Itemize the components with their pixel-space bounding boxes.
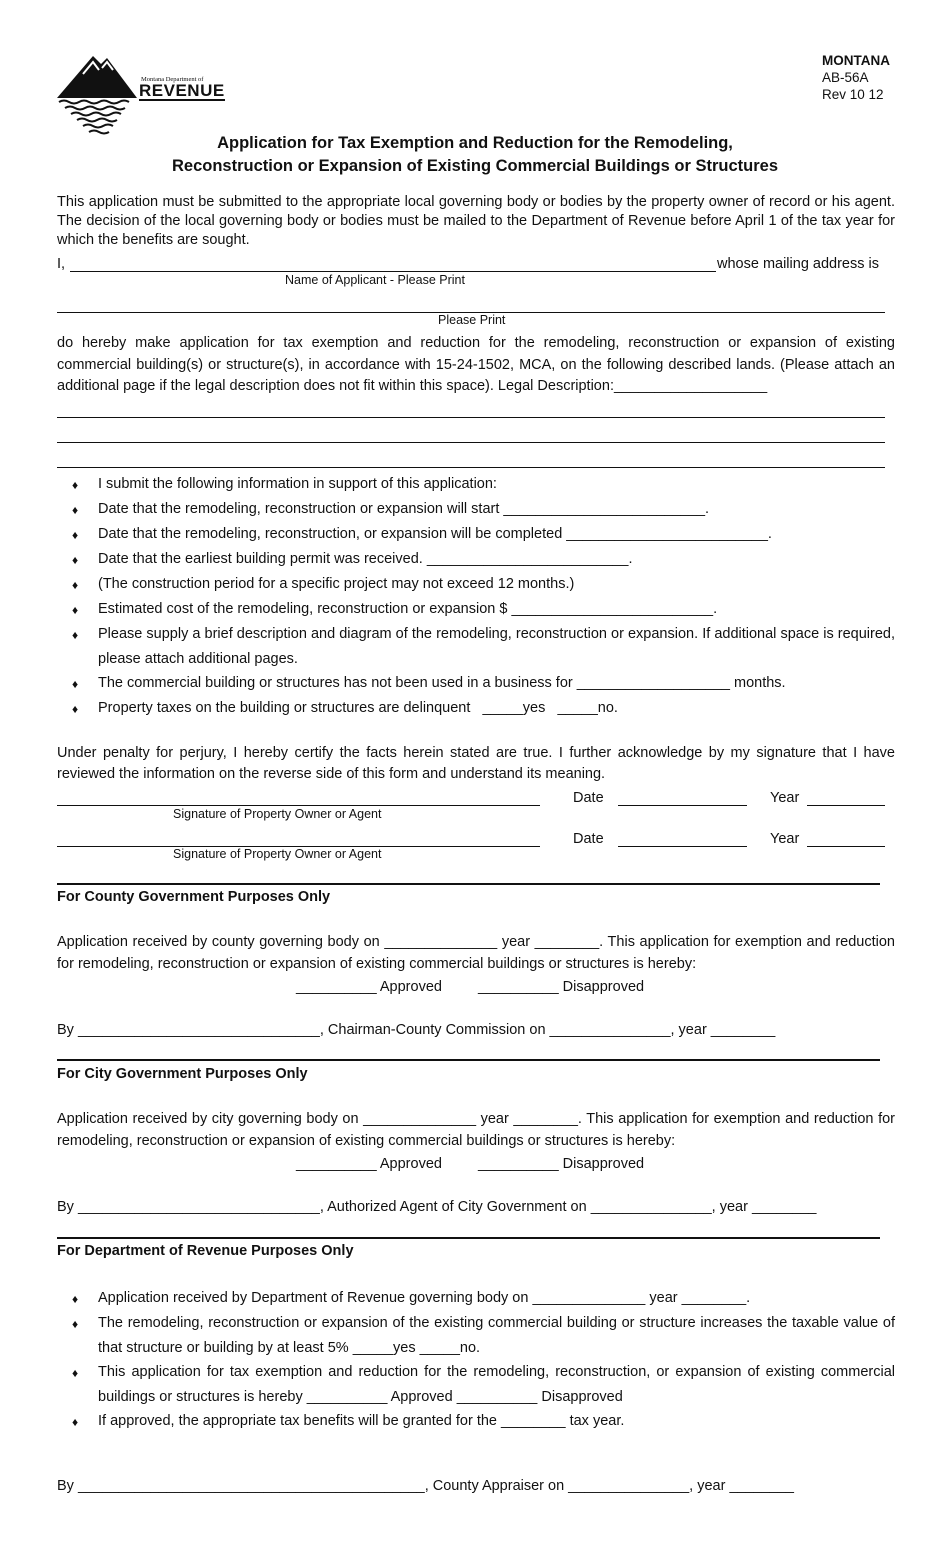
applicant-name-field[interactable] (70, 271, 716, 272)
date-label-1: Date (573, 790, 604, 806)
city-approved-field[interactable]: __________ Approved (296, 1156, 442, 1172)
revenue-by-line[interactable]: By ___________________________________________, County Appraiser on _______________, year ________ (57, 1478, 794, 1494)
county-heading: For County Government Purposes Only (57, 889, 331, 905)
city-divider (57, 1059, 880, 1061)
bullet-icon: ♦ (72, 702, 79, 716)
city-heading: For City Government Purposes Only (57, 1066, 308, 1082)
revenue-heading: For Department of Revenue Purposes Only (57, 1243, 354, 1259)
date-label-2: Date (573, 831, 604, 847)
bullet-icon: ♦ (72, 628, 79, 642)
logo-agency-big: REVENUE (139, 81, 225, 100)
bullet-icon: ♦ (72, 553, 79, 567)
county-by-line[interactable]: By ______________________________, Chairman-County Commission on _______________, year ________ (57, 1022, 776, 1038)
year-label-1: Year (770, 790, 800, 806)
city-disapproved-field[interactable]: __________ Disapproved (478, 1156, 645, 1172)
bullet-icon: ♦ (72, 1366, 79, 1380)
revenue-logo (55, 52, 230, 136)
signature-caption-1: Signature of Property Owner or Agent (173, 807, 382, 821)
date-field-2[interactable] (618, 846, 747, 847)
bullet-icon: ♦ (72, 478, 79, 492)
year-field-2[interactable] (807, 846, 885, 847)
applicant-name-caption: Name of Applicant - Please Print (285, 273, 465, 287)
county-disapproved-field[interactable]: __________ Disapproved (478, 979, 645, 995)
city-by-line[interactable]: By ______________________________, Authorized Agent of City Government on _______________, year ________ (57, 1199, 817, 1215)
page-title (0, 132, 950, 178)
header-form-number: AB-56A (822, 70, 869, 85)
county-paragraph: Application received by county governing body on ______________ year ________. This application for exemption and reduction for remodeling, reconstruction or expansion of existing commercial buildings or structures is hereby: (57, 934, 895, 972)
bullet-icon: ♦ (72, 677, 79, 691)
bullet-icon: ♦ (72, 503, 79, 517)
revenue-item-received[interactable]: Application received by Department of Revenue governing body on ______________ year ________. (98, 1290, 751, 1306)
year-label-2: Year (770, 831, 800, 847)
header-state: MONTANA (822, 53, 890, 68)
revenue-divider (57, 1237, 880, 1239)
applicant-prefix: I, (57, 256, 66, 272)
info-item-1: I submit the following information in support of this application: (98, 476, 497, 492)
bullet-icon: ♦ (72, 1317, 79, 1331)
info-item-completion-date[interactable]: Date that the remodeling, reconstruction, or expansion will be completed _________________________. (98, 526, 772, 542)
title-line-2: Reconstruction or Expansion of Existing Commercial Buildings or Structures (171, 157, 778, 175)
year-field-1[interactable] (807, 805, 885, 806)
info-item-unused-months[interactable]: The commercial building or structures has not been used in a business for ___________________ months. (98, 675, 786, 691)
info-item-description: Please supply a brief description and diagram of the remodeling, reconstruction or expansion. If additional space is required, please attach additional pages. (98, 626, 895, 667)
logo-agency-small: Montana Department of (141, 76, 204, 83)
info-item-permit-date[interactable]: Date that the earliest building permit was received. _________________________. (98, 551, 633, 567)
bullet-icon: ♦ (72, 1292, 79, 1306)
bullet-icon: ♦ (72, 528, 79, 542)
signature-field-1[interactable] (57, 805, 540, 806)
form-header (822, 52, 890, 103)
application-paragraph: do hereby make application for tax exemption and reduction for the remodeling, reconstruction or expansion of existing commercial building(s) or structure(s), in accordance with 15-24-1502, MCA, on the following described lands. (Please attach an additional page if the legal description does not fit within this space). Legal Description:___________________ (57, 335, 895, 394)
intro-paragraph: This application must be submitted to the appropriate local governing body or bodies by the property owner of record or his agent. The decision of the local governing body or bodies must be mailed to the Department of Revenue before April 1 of the tax year for which the benefits are sought. (57, 194, 895, 248)
applicant-suffix: whose mailing address is (717, 256, 879, 272)
bullet-icon: ♦ (72, 1415, 79, 1429)
legal-description-line-1[interactable] (57, 417, 885, 418)
info-item-construction-note: (The construction period for a specific project may not exceed 12 months.) (98, 576, 575, 592)
info-item-start-date[interactable]: Date that the remodeling, reconstruction or expansion will start _________________________. (98, 501, 710, 517)
title-line-1: Application for Tax Exemption and Reduction for the Remodeling, (217, 134, 733, 152)
revenue-item-taxable-value[interactable]: The remodeling, reconstruction or expansion of the existing commercial building or structure increases the taxable value of that structure or building by at least 5% _____yes _____no. (98, 1315, 895, 1356)
revenue-item-approval[interactable]: This application for tax exemption and reduction for the remodeling, reconstruction, or expansion of existing commercial buildings or structures is hereby __________ Approved __________ Disapproved (98, 1364, 895, 1405)
bullet-icon: ♦ (72, 578, 79, 592)
legal-description-line-3[interactable] (57, 467, 885, 468)
county-approved-field[interactable]: __________ Approved (296, 979, 442, 995)
revenue-item-tax-year[interactable]: If approved, the appropriate tax benefits will be granted for the ________ tax year. (98, 1413, 625, 1429)
legal-description-line-2[interactable] (57, 442, 885, 443)
date-field-1[interactable] (618, 805, 747, 806)
info-item-estimated-cost[interactable]: Estimated cost of the remodeling, reconstruction or expansion $ _________________________. (98, 601, 718, 617)
header-revision: Rev 10 12 (822, 87, 884, 102)
info-item-delinquent-taxes[interactable]: Property taxes on the building or structures are delinquent _____yes _____no. (98, 700, 618, 716)
county-divider (57, 883, 880, 885)
bullet-icon: ♦ (72, 603, 79, 617)
certify-paragraph: Under penalty for perjury, I hereby certify the facts herein stated are true. I further acknowledge by my signature that I have reviewed the information on the reverse side of this form and understand its meaning. (57, 745, 895, 782)
address-caption: Please Print (438, 313, 506, 327)
signature-caption-2: Signature of Property Owner or Agent (173, 847, 382, 861)
city-paragraph: Application received by city governing body on ______________ year ________. This application for exemption and reduction for remodeling, reconstruction or expansion of existing commercial buildings or structures is hereby: (57, 1111, 895, 1149)
